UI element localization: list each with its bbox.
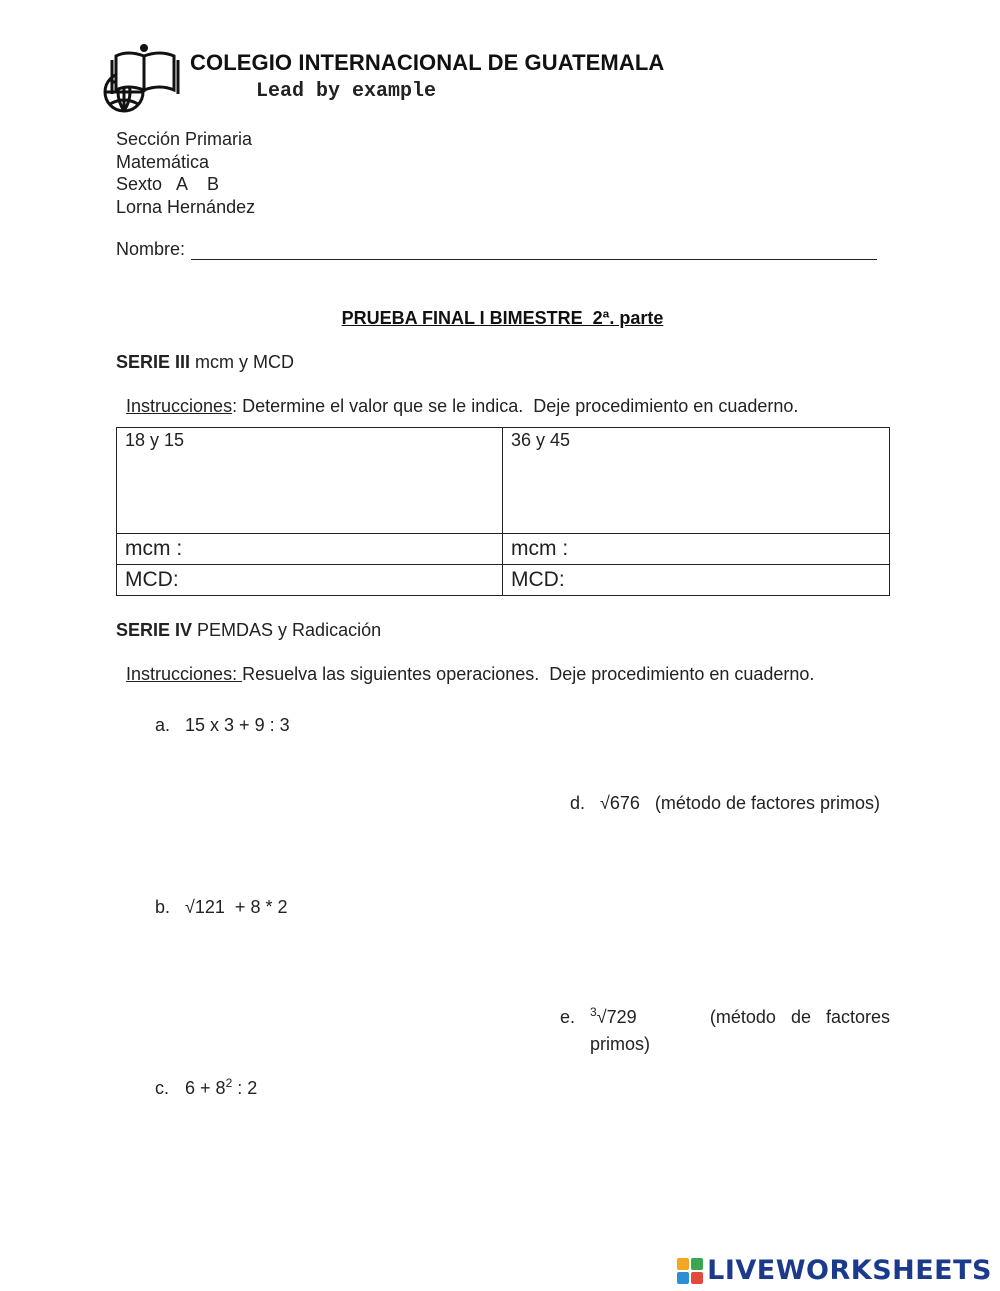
- liveworksheets-wordmark: LIVEWORKSHEETS: [707, 1255, 992, 1286]
- pair-label-1: 18 y 15: [125, 430, 185, 450]
- exercise-a: [145, 694, 290, 736]
- exercise-d: [560, 772, 880, 814]
- name-label: Nombre:: [116, 239, 186, 259]
- teacher-label: Lorna Hernández: [116, 197, 256, 217]
- school-motto: Lead by example: [256, 80, 437, 103]
- logo-block-3: [677, 1272, 689, 1284]
- exercise-e-letter: e.: [560, 1007, 576, 1027]
- exercise-a-letter: a.: [155, 715, 171, 735]
- mcm-cell-2[interactable]: [503, 534, 890, 565]
- serie-3-instructions: [116, 375, 798, 417]
- logo-block-2: [691, 1258, 703, 1270]
- school-name: COLEGIO INTERNACIONAL DE GUATEMALA: [190, 50, 665, 75]
- serie-3-heading: [116, 352, 294, 373]
- pair-cell-1[interactable]: [117, 428, 503, 534]
- grade-label: Sexto A B: [116, 174, 220, 194]
- mcm-mcd-table: [116, 427, 890, 596]
- exercise-d-letter: d.: [570, 793, 586, 813]
- pair-label-2: 36 y 45: [511, 430, 571, 450]
- name-field-row: [116, 239, 877, 260]
- exercise-e-expr: √729: [596, 1007, 637, 1027]
- exercise-c-letter: c.: [155, 1078, 170, 1098]
- serie-4-heading: [116, 620, 381, 641]
- serie-4-instr-label: Instrucciones:: [126, 664, 243, 684]
- exercise-b: [145, 876, 287, 918]
- exercise-c: [145, 1057, 257, 1099]
- serie-3-label: SERIE III: [116, 352, 191, 372]
- logo-block-4: [691, 1272, 703, 1284]
- exercise-e-root-index: 3: [590, 1005, 597, 1019]
- school-logo-icon: [100, 42, 180, 114]
- exercise-c-expr-pre: 6 + 8: [185, 1078, 226, 1098]
- mcm-cell-1[interactable]: [117, 534, 503, 565]
- exercise-d-expr: √676 (método de factores primos): [600, 793, 881, 813]
- mcm-label-1: mcm :: [125, 537, 183, 560]
- serie-4-instr-text: Resuelva las siguientes operaciones. Deje procedimiento en cuaderno.: [242, 664, 815, 684]
- serie-3-topic: mcm y MCD: [190, 352, 295, 372]
- mcd-cell-2[interactable]: [503, 565, 890, 596]
- serie-4-topic: PEMDAS y Radicación: [192, 620, 382, 640]
- exercise-e: [560, 1004, 890, 1058]
- section-label: Sección Primaria: [116, 129, 253, 149]
- mcm-label-2: mcm :: [511, 537, 569, 560]
- logo-block-1: [677, 1258, 689, 1270]
- exercise-b-letter: b.: [155, 897, 171, 917]
- exercise-a-expr: 15 x 3 + 9 : 3: [185, 715, 290, 735]
- exercise-e-method-2: primos): [590, 1034, 651, 1054]
- test-title: PRUEBA FINAL I BIMESTRE 2ª. parte: [341, 308, 664, 328]
- pair-cell-2[interactable]: [503, 428, 890, 534]
- exercise-e-method-1: (método de factores: [709, 1007, 890, 1027]
- serie-3-instr-label: Instrucciones: [126, 396, 233, 416]
- mcd-label-1: MCD:: [125, 568, 179, 591]
- serie-3-instr-text: : Determine el valor que se le indica. Deje procedimiento en cuaderno.: [232, 396, 799, 416]
- exercise-c-expr-post: : 2: [232, 1078, 258, 1098]
- exercise-b-expr: √121 + 8 * 2: [185, 897, 288, 917]
- liveworksheets-logo-icon: [677, 1258, 703, 1284]
- liveworksheets-brand: [677, 1255, 992, 1286]
- name-input-line[interactable]: [191, 239, 877, 260]
- serie-4-label: SERIE IV: [116, 620, 193, 640]
- mcd-label-2: MCD:: [511, 568, 565, 591]
- subject-label: Matemática: [116, 152, 210, 172]
- serie-4-instructions: [116, 643, 814, 685]
- exercise-c-exponent: 2: [225, 1076, 233, 1090]
- mcd-cell-1[interactable]: [117, 565, 503, 596]
